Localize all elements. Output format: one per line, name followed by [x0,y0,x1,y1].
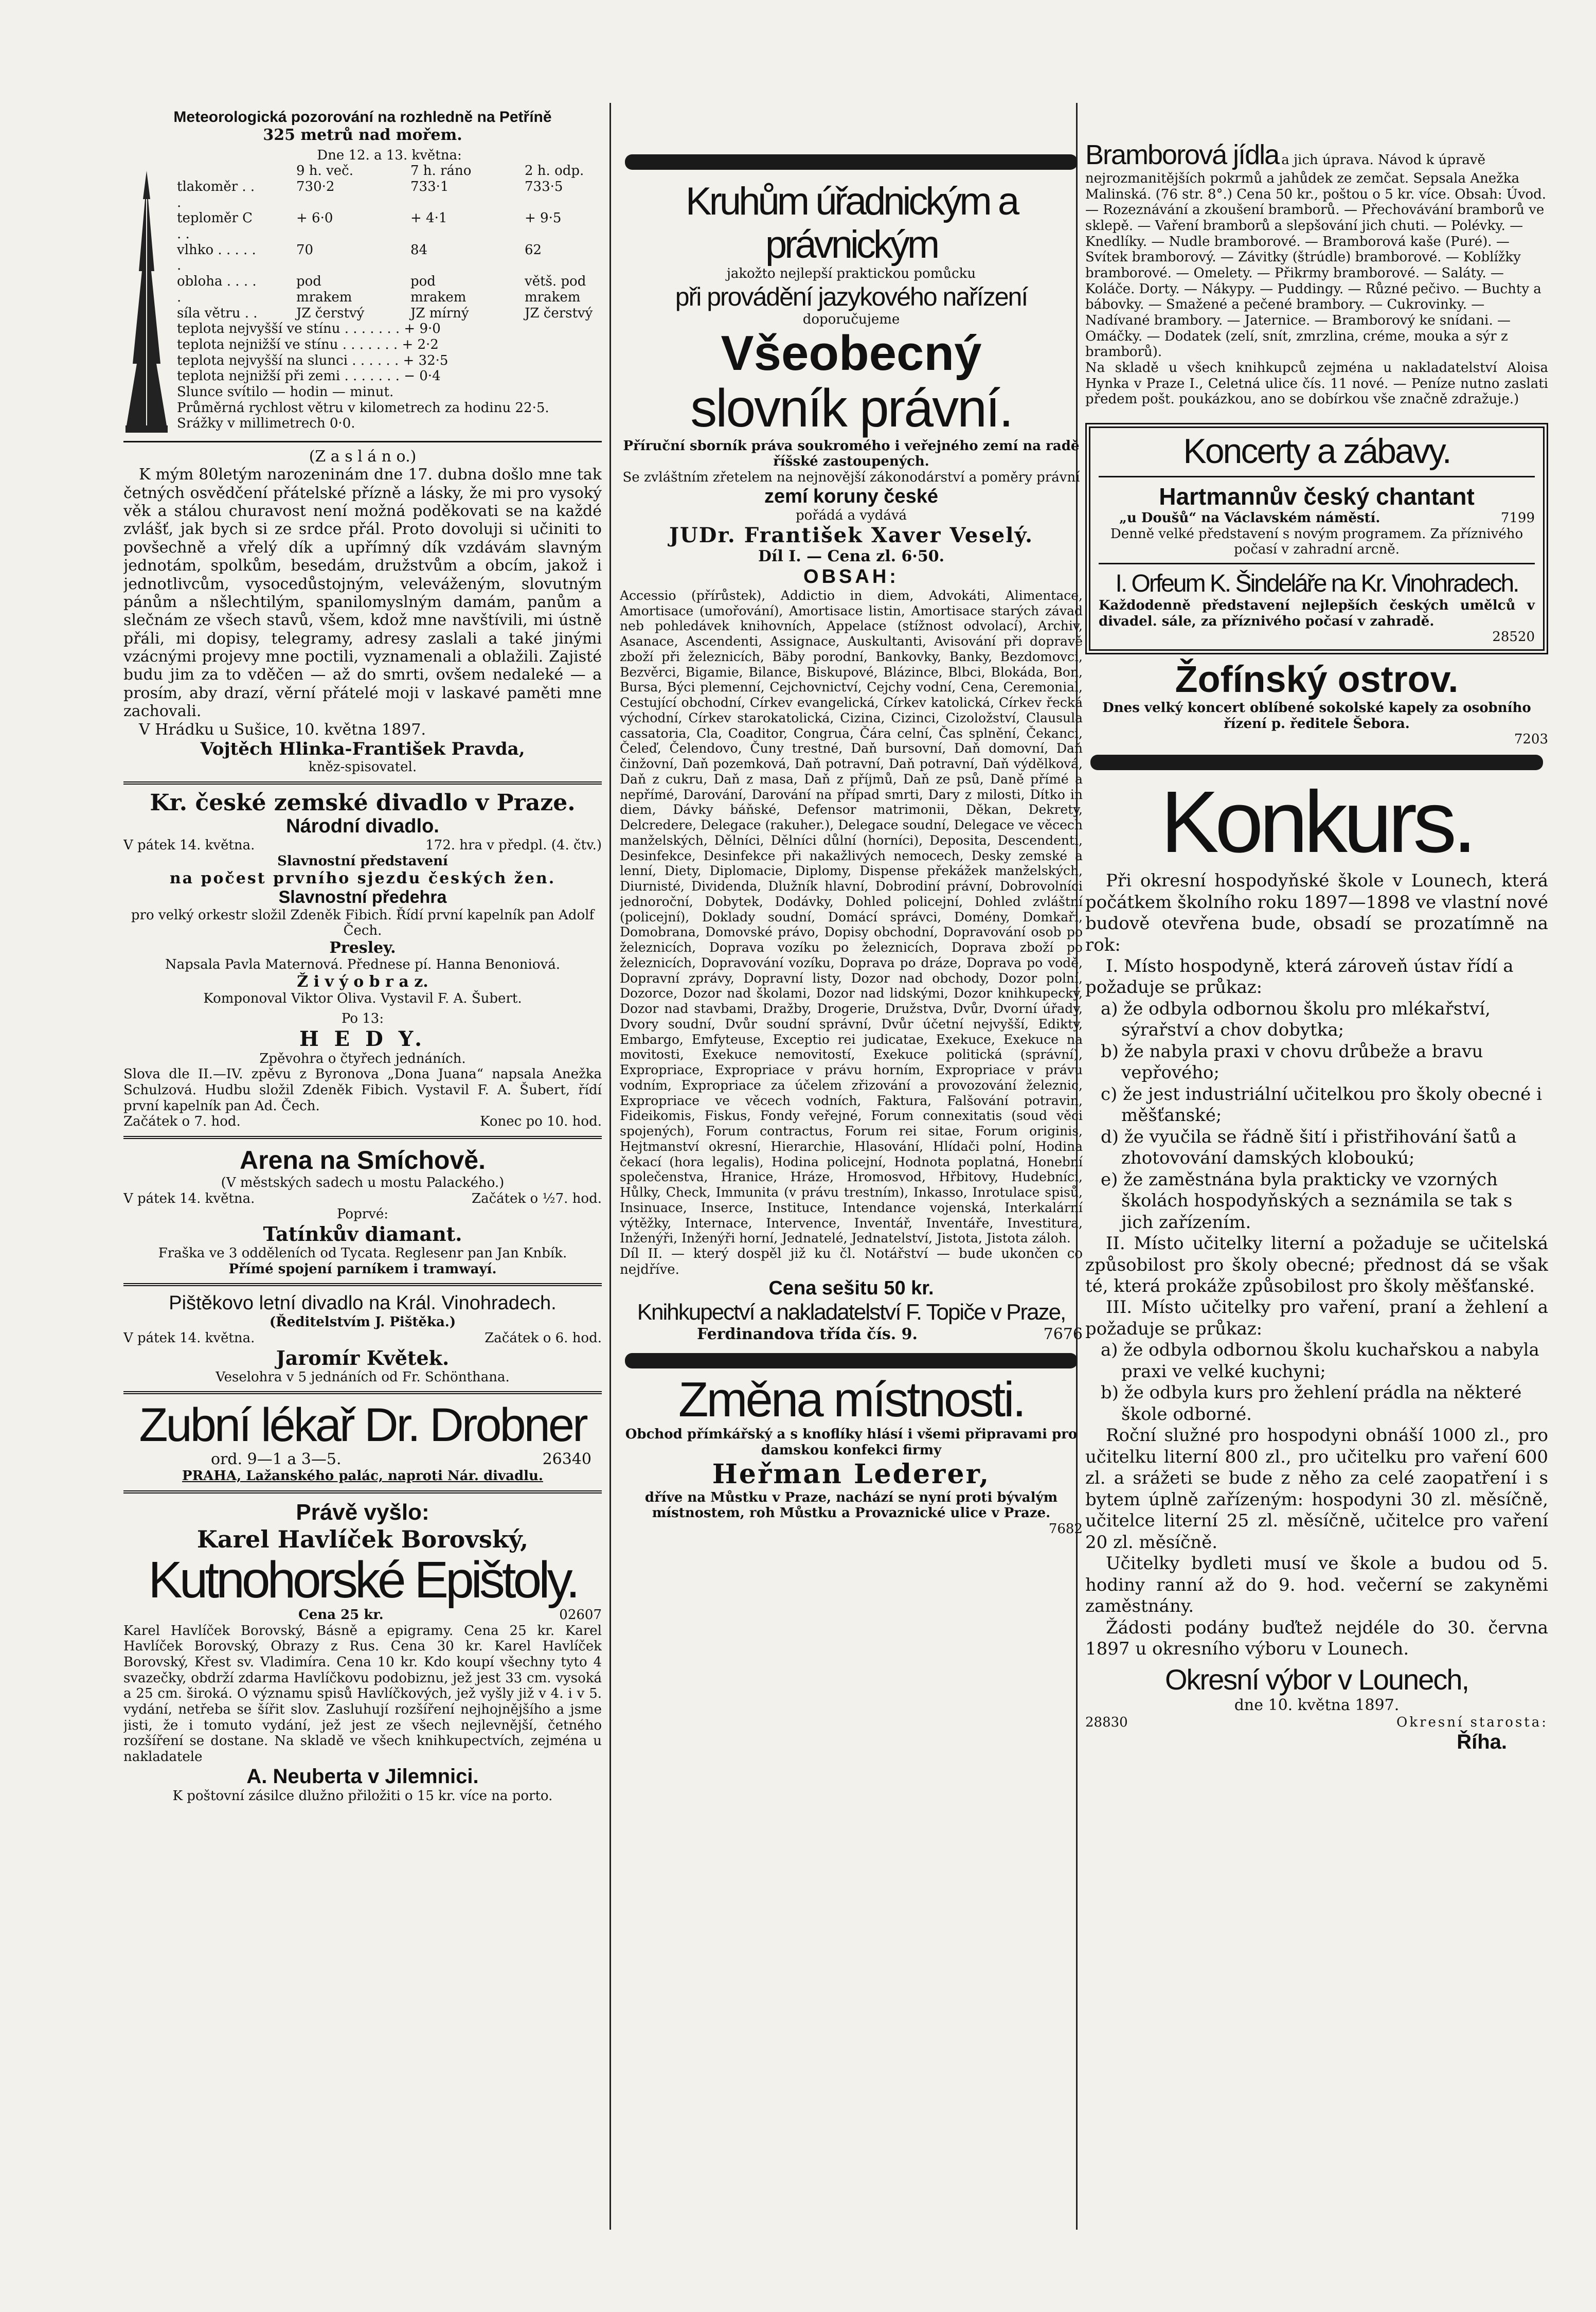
konkurs-place-2: II. Místo učitelky literní a požaduje se učitelská způsobilost pro školy obecné; přednost dá se však té, která prokáže způsobilost pro školy měšťanské. [1085,1233,1548,1297]
meteo-subtitle: 325 metrů nad mořem. [263,126,462,145]
konkurs-item: b) že nabyla praxi v chovu drůbeže a bravu vepřového; [1101,1041,1483,1083]
column-left [123,108,602,2255]
divider [123,1136,602,1139]
dentist-address: PRAHA, Lažanského palác, naproti Nár. divadlu. [182,1468,543,1484]
theatre-line: Slavnostní představení [277,853,448,869]
konkurs-signature: Okresní výbor v Lounech, [1164,1663,1469,1696]
ad-slovnik-line5: Všeobecný [721,325,982,381]
chantant-sub-row [1099,510,1535,526]
meteo-dates: Dne 12. a 13. května: [317,147,462,163]
ad-slovnik-publisher: Knihkupectví a nakladatelství F. Topiče v Praze, [637,1300,1066,1325]
theatre-times [123,1114,602,1130]
meteo-row [177,242,602,274]
meteo-cell: 70 [296,242,314,258]
theatre-line: Slova dle II.—IV. zpěvu z Byronova „Dona Juana“ napsala Anežka Schulzová. Hudbu složil Zdeněk Fibich. Vystavil F. A. Šubert, řídí první kapelník pan Ad. Čech. [123,1066,602,1114]
chantant-text: Denně velké představení s novým programem. Za příznivého počasí v zahradní arcně. [1110,526,1523,558]
meteo-row [177,179,602,210]
arena-start: Začátek o ½7. hod. [472,1190,602,1206]
concerts-box [1085,423,1548,654]
divider [1099,563,1535,564]
theatre-number: 172. hra v předpl. (4. čtv.) [425,838,602,853]
book-price: Cena 25 kr. [298,1607,384,1623]
ad-slovnik-line12: Díl I. — Cena zl. 6·50. [758,547,945,566]
arena-tram: Přímé spojení parníkem i tramwayí. [228,1261,497,1277]
cookbook-text: a jich úprava. Návod k úpravě nejrozmanitějších pokrmů a jahůdek ze zemčat. Sepsala Anežka Malinská. (76 str. 8°.) Cena 50 kr., poštou o 5 kr. více. Obsah: Úvod. — Rozeznávání a zkoušení bramborů. — Přechovávání bramborů ve sklepě. — Vaření bramborů a slepšování jich chuti. — Polévky. — Knedlíky. — Nudle bramborové. — Bramborová kaše (Puré). — Svítek bramborový. — Závitky (štrúdle) bramborové. — Koblížky bramborové. — Omelety. — Přikrmy bramborové. — Saláty. — Koláče. Dorty. — Nákypy. — Puddingy. — Různé pečivo. — Buchty a bábovky. — Smažené a pečené brambory. — Cukrovinky. — Nadívané brambory. — Jaternice. — Bramborový ke snídani. — Omáčky. — Dodatek (zelí, snít, zmrzlina, créme, mouka a sýr z bramborů). [1085,152,1547,360]
divider [123,1490,602,1493]
book-price-row [123,1607,602,1623]
theatre-line: Slavnostní předehra [278,887,447,907]
ad-slovnik-line6: slovník právní. [690,379,1012,439]
ad-slovnik-line11: JUDr. František Xaver Veselý. [669,523,1033,548]
zofin-number: 7203 [1514,732,1548,748]
ad-zmena-name: Heřman Lederer, [712,1458,991,1490]
ad-slovnik-line1: Kruhům úřadnickým a právnickým [685,180,1017,266]
dentist-hours: ord. 9—1 a 3—5. [211,1450,342,1469]
meteo-block [123,148,602,436]
book-postage: K poštovní zásilce dlužno přiložiti o 15 kr. více na porto. [172,1788,553,1804]
meteo-cell: 733·5 [525,179,563,195]
column-rule-1 [609,103,611,2230]
ad-slovnik-addr-row [620,1325,1083,1343]
zaslano-role: kněz-spisovatel. [308,759,417,775]
divider [123,441,602,442]
konkurs-item: a) že odbyla odbornou školu pro mlékařství, sýrařství a chov dobytka; [1101,998,1491,1041]
pistek-subtitle: (Ředitelstvím J. Pištěka.) [269,1314,456,1330]
petrin-tower-icon [123,168,170,436]
arena-title: Arena na Smíchově. [240,1146,486,1175]
column-right [1085,108,1548,2255]
ad-zmena-title: Změna místnosti. [678,1372,1025,1427]
meteo-extra: Průměrná rychlost větru v kilometrech za hodinu 22·5. [177,400,549,416]
ornament-bar [1090,755,1543,770]
meteo-cell: JZ čerstvý [296,305,365,321]
book-publisher: A. Neuberta v Jilemnici. [246,1765,479,1788]
meteo-cell: vlhko . . . . . . [177,242,256,274]
meteo-cell: 733·1 [410,179,449,195]
meteo-cell: JZ čerstvý [525,305,593,321]
ad-slovnik-number: 7676 [1043,1325,1083,1344]
theatre-end: Konec po 10. hod. [480,1114,602,1130]
meteo-cell: teploměr C . . [177,210,253,242]
ad-zmena-number: 7682 [1048,1521,1083,1537]
pistek-play: Jaromír Květek. [276,1346,450,1370]
dentist-hours-row [123,1450,602,1468]
dentist-title: Zubní lékař Dr. Drobner [139,1399,586,1452]
ornament-bar [625,154,1078,170]
ad-slovnik-line8: Se zvláštním zřetelem na nejnovější zákonodárství a poměry právní [622,470,1080,486]
theatre-line: Ž i v ý o b r a z. [297,972,428,991]
ad-slovnik-line3: při provádění jazykového nařízení [675,282,1028,311]
theatre-national-date-row [123,838,602,853]
konkurs-live: Učitelky bydleti musí ve škole a budou od 5. hodiny ranní až do 9. hod. večerní se zakyněmi zaměstnány. [1085,1553,1548,1617]
cookbook-store: Na skladě u všech knihkupců zejména u nakladatelství Aloisa Hynka v Praze I., Celetná ulice čís. 11 nové. — Peníze nutno zaslati předem pošt. poukázkou, ano se dobírkou vše značně zdražuje.) [1085,360,1548,407]
konkurs-item: c) že jest industriální učitelkou pro školy obecné i měšťanské; [1101,1083,1542,1126]
ad-slovnik-obsah: OBSAH: [803,565,899,588]
meteo-cell: 730·2 [296,179,335,195]
arena-date-row [123,1191,602,1207]
ad-slovnik-more: Díl II. — který dospěl již ku čl. Notářství — bude ukončen co nejdříve. [620,1246,1083,1277]
ad-zmena-text2: dříve na Můstku v Praze, nachází se nyní proti bývalým místnostem, roh Můstku a Provaznické ulice v Praze. [644,1489,1058,1521]
pistek-title: Pištěkovo letní divadlo na Král. Vinohradech. [169,1292,557,1314]
meteo-cell: obloha . . . . . [177,274,257,305]
pistek-date: V pátek 14. května. [123,1330,255,1346]
konkurs-deadline: Žádosti podány buďtež nejdéle do 30. června 1897 u okresního výboru v Lounech. [1085,1617,1548,1659]
meteo-extra: teplota nejvyšší na slunci . . . . . . + 32·5 [177,352,449,368]
konkurs-role-row [1085,1715,1548,1731]
meteo-head [177,163,259,179]
zofin-text: Dnes velký koncert oblíbené sokolské kapely za osobního řízení p. ředitele Šebora. [1102,700,1531,732]
ad-slovnik-price: Cena sešitu 50 kr. [768,1277,934,1300]
meteo-extra: teplota nejnižší ve stínu . . . . . . . + 2·2 [177,336,439,352]
ad-slovnik-contents: Accessio (přírůstek), Addictio in diem, Advokáti, Alimentace, Amortisace (umořování), Amortisace listin, Amortisace starých závad neb pohledávek knihovních, Appelace (stížnost odvolací), Archiv, Asanace, Ascendenti, Assignace, Auskultanti, Avisování při dopravě zboží při železnicích, Bäby porodní, Bankovky, Banky, Bezdomovci, Bezvěrci, Bigamie, Bilance, Biskupové, Blázince, Blbci, Blokáda, Bon, Bursa, Býci plemenní, Cejchovnictví, Cejchy vodní, Cena, Ceremonial, Cestující obchodní, Církev evangelická, Církev katolická, Církev řecká východní, Církev starokatolická, Cizina, Cizinci, Cizoložství, Clausula cassatoria, Cla, Coaditor, Congrua, Čára celní, Čas splnění, Čekanci, Čeleď, Čelendovo, Čuny trestné, Daň bursovní, Daň domovní, Daň činžovní, Daň pozemková, Daň potravní, Daň potravní, Daň výdělková, Daň z cukru, Daň z masa, Daň z příjmů, Daň ze psů, Daně přímé a nepřímé, Darování, Darování na případ smrti, Dary z milosti, Dítko in diem, Dávky báňské, Defensor matrimonii, Děkan, Dekrety, Delcredere, Delegace (rakuher.), Delegace soudní, Delegace ve věcech manželských, Dělníci, Dělníci důlní (horníci), Deposita, Descendenti, Desinfekce, Desinfekce při nakažlivých nemocech, Desky zemské a lenní, Diety, Diplomacie, Diplomy, Dispense překážek manželských, Diurnisté, Dividenda, Dlužník hlavní, Dobrodiní právní, Dobrovolníci jednoroční, Dobytek, Dodávky, Dohled policejní, Dohled zvláštní (policejní), Doklady soudní, Domácí správci, Domény, Domkaři, Domobrana, Domovské právo, Dopisy obchodní, Dopravování osob po železnicích, Doprava vozíku po železnicích, Doprava zboží po železnicích, Dopravování vozíku, Doprava po dráze, Doprava po vodě, Dopravní zprávy, Dopravní listy, Dozor nad obchody, Dozor polní, Dozorce, Dozor nad školami, Dozor nad lidskými, Dozor knihkupecký, Dozor nad stavbami, Dražby, Drogerie, Družstva, Dvůr, Dvorní úřady, Dvory soudní, Dvůr soudní správní, Dvůr účetní nejvyšší, Edikty, Embargo, Emfyteuse, Exceptio rei judicatae, Exekuce, Exekuce na movitosti, Exekuce nemovitostí, Exekuce politická (správní), Expropriace, Expropriace v právu horním, Expropriace v právu vodním, Expropriace za účelem zřizování a provozování železnic, Expropriace ve věcech vodních, Faktura, Falšování potravin, Fideikomis, Fiskus, Fondy veřejné, Forum connexitatis (soud věci spojených), Forum contractus, Forum rei sitae, Forum originis, Hejtmanství okresní, Hierarchie, Hlasování, Hlídači polní, Hodina čekací (hora legalis), Hodina policejní, Hodnota poplatná, Honební společenstva, Hranice, Hráze, Hromosvod, Hřbitovy, Hudebníci, Hůlky, Check, Immunita (v právu trestním), Inkasso, Inrotulace spisů, Insinuace, Inserce, Instituce, Intendance vojenská, Interkalární výtěžky, Internace, Intervence, Inventář, Inventáře, Investiturа, Inženýři, Inženýři horní, Jednatelé, Jednatelství, Jistota, Jistota záloh. [620,588,1083,1246]
divider [123,1283,602,1286]
meteo-cell: pod mrakem [410,274,467,305]
konkurs-item: a) že odbyla odbornou školu kuchařskou a nabyla praxi ve velké kuchyni; [1101,1340,1539,1382]
book-number: 02607 [559,1607,602,1623]
chantant-number: 7199 [1500,510,1535,526]
ad-slovnik-line9: zemí koruny české [764,485,938,507]
arena-subtitle: (V městských sadech u mostu Palackého.) [221,1175,505,1191]
ornament-bar [625,1353,1078,1368]
orfeum-number: 28520 [1492,629,1535,645]
meteo-extra: Slunce svítilo — hodin — minut. [177,384,394,400]
meteo-row [177,306,602,322]
theatre-line: Po 13: [341,1011,384,1027]
chantant-sub: „u Doušů“ na Václavském náměstí. [1119,510,1380,526]
konkurs-number: 28830 [1085,1714,1128,1730]
orfeum-text: Každodenně představení nejlepších českých umělců v divadel. sále, za příznivého počasí v zahradě. [1099,597,1535,629]
meteo-cell: pod mrakem [296,274,352,305]
zaslano-text: K mým 80letým narozeninám dne 17. dubna došlo mne tak četných osvědčení přátelské přízně a lásky, že mi pro vysoký věk a stálou churavost není možná poděkovati se na každé zvlášť, jak bych si ze srdce přál. Proto dovoluji si učiniti to povšechně a vřelý dík a upřímný dík vzdávám slavným jednotám, spolkům, besedám, družstvům a obcím, jakož i jednotlivcům, vysocedůstojným, veleváženým, slovutným pánům a nšlechtilým, spanilomyslným damám, panům a slečnám ze všech stavů, všem, kdož mne navštívili, mi ústně přáli, mi dopisy, telegramy, adresy zaslali a také jinými vzácnými projevy mne poctili, vyznamenali a oblažili. Zajisté budu jim za to vděčen — až do smrti, ovšem nedaleké — a prosím, aby drazí, věrní přátelé moji v laskavé paměti mne zachovali. [123,466,602,721]
ad-slovnik-line4: doporučujeme [802,311,900,327]
konkurs-item: d) že vyučila se řádně šití i přistřihování šatů a zhotovování damských kloboukú; [1101,1126,1517,1169]
zaslano-place: V Hrádku u Sušice, 10. května 1897. [139,720,426,739]
arena-date: V pátek 14. května. [123,1190,255,1206]
meteo-cell: 62 [525,242,542,258]
ad-slovnik-line2: jakožto nejlepší praktickou pomůcku [726,266,976,282]
meteo-cell: + 9·5 [525,210,562,226]
theatre-line: na počest prvního sjezdu českých žen. [169,869,556,887]
konkurs-name: Říha. [1457,1730,1507,1753]
column-middle [620,108,1083,2255]
pistek-date-row [123,1330,602,1346]
divider [123,1391,602,1394]
konkurs-place-1: I. Místo hospodyně, která zároveň ústav řídí a požaduje se průkaz: [1085,955,1514,998]
meteo-cell: + 6·0 [296,210,333,226]
meteo-extra: teplota nejvyšší ve stínu . . . . . . . + 9·0 [177,321,441,337]
konkurs-title: Konkurs. [1160,773,1473,872]
cookbook-ad [1085,139,1548,360]
theatre-line: Komponoval Viktor Oliva. Vystavil F. A. Šubert. [203,991,522,1007]
meteo-cell: tlakoměr . . . [177,179,255,210]
meteo-cell: 84 [410,242,428,258]
book-text: Karel Havlíček Borovský, Básně a epigramy. Cena 25 kr. Karel Havlíček Borovský, Obrazy z Rus. Cena 30 kr. Karel Havlíček Borovský, Křest sv. Vladimíra. Cena 10 kr. Kdo koupí všechny tyto 4 svazečky, obdrží zdarma Havlíčkovu podobiznu, jež jest 33 cm. vysoká a 25 cm. široká. O významu spisů Havlíčkových, jež vyšly již v 4. i v 5. vydání, netřeba se šířit slov. Zasluhují rozšíření nejhojnějšího a jsme jisti, že i tomuto vydání, jež jest ze všech nejlevnější, četného rozšíření se dostane. Na skladě ve všech knihkupectvích, zejména u nakladatele [123,1623,602,1765]
zaslano-signature: Vojtěch Hlinka-František Pravda, [200,739,525,760]
meteo-cell: JZ mírný [410,305,469,321]
zaslano-heading: (Z a s l á n o.) [309,447,417,466]
theatre-line: pro velký orkestr složil Zdeněk Fibich. Řídí první kapelník pan Adolf Čech. [131,907,595,939]
book-author: Karel Havlíček Borovský, [196,1525,529,1554]
divider [123,781,602,785]
theatre-start: Začátek o 7. hod. [123,1114,241,1130]
theatre-date: V pátek 14. května. [123,838,255,853]
meteo-cell: + 4·1 [410,210,447,226]
ad-slovnik-line7: Příruční sborník práva soukromého i veřejného zemí na radě říšské zastoupených. [623,438,1080,470]
meteo-head: 9 h. več. [296,163,353,179]
meteo-title: Meteorologická pozorování na rozhledně na Petříně [173,109,552,126]
meteo-row [177,210,602,242]
konkurs-role: Okresní starosta: [1396,1714,1548,1730]
concerts-title: Koncerty a zábavy. [1183,432,1450,471]
theatre-line: H E D Y. [299,1026,426,1051]
meteo-head: 2 h. odp. [525,163,584,179]
arena-play: Tatínkův diamant. [263,1222,462,1246]
theatre-line: Presley. [329,938,396,957]
konkurs-intro: Při okresní hospodyňské škole v Lounech, která počátkem školního roku 1897—1898 ve vlastní nové budově otevřena bude, obsadí se prozatímně na rok: [1085,870,1548,955]
theatre-national-subtitle: Národní divadlo. [286,815,439,838]
arena-desc: Fraška ve 3 odděleních od Tycata. Reglesenr pan Jan Knbík. [158,1246,567,1261]
cookbook-title: Bramborová jídla [1085,139,1279,170]
meteo-extra: Srážky v millimetrech 0·0. [177,416,355,432]
ad-slovnik-line10: pořádá a vydává [795,507,907,523]
theatre-national-title: Kr. české zemské divadlo v Praze. [150,789,576,816]
konkurs-item: b) že odbyla kurs pro žehlení prádla na některé škole odborné. [1101,1382,1522,1425]
theatre-line: Napsala Pavla Maternová. Přednese pí. Hanna Benoniová. [165,957,560,973]
book-announce: Právě vyšlo: [296,1500,429,1525]
orfeum-title: I. Orfeum K. Šindeláře na Kr. Vinohradech. [1115,570,1518,597]
ad-slovnik-address: Ferdinandova třída čís. 9. [697,1325,918,1344]
divider [1099,476,1535,477]
konkurs-item: e) že zaměstnána byla prakticky ve vzorných školách hospodyňských a seznámila se tak s jich zařízením. [1101,1169,1513,1233]
book-title: Kutnohorské Epištoly. [148,1551,577,1609]
theatre-line: Zpěvohra o čtyřech jednáních. [259,1051,466,1066]
meteo-extra: teplota nejnižší při zemi . . . . . . . − 0·4 [177,368,441,384]
konkurs-pay: Roční služné pro hospodyni obnáší 1000 zl., pro učitelku literní 800 zl., pro učitelku pro vaření 600 zl. a srážeti se bude z něho za celé zaopatření i s bytem úplně zařízeným: hospodyni 30 zl. měsíčně, učitelce literní 25 zl. měsíčně, učitelce pro vaření 20 zl. měsíčně. [1085,1425,1548,1553]
meteo-head-row [177,163,602,179]
arena-first: Poprvé: [336,1206,388,1222]
meteo-cell: větš. pod mrakem [525,274,586,305]
meteo-row [177,274,602,305]
meteo-cell: síla větru . . [177,305,258,321]
ad-zmena-text: Obchod přímkářský a s knoflíky hlásí i všemi připravami pro damskou konfekci firmy [625,1427,1078,1459]
pistek-start: Začátek o 6. hod. [485,1330,602,1346]
meteo-head: 7 h. ráno [410,163,472,179]
dentist-number: 26340 [542,1450,591,1469]
konkurs-place-3: III. Místo učitelky pro vaření, praní a žehlení a požaduje se průkaz: [1085,1297,1548,1339]
pistek-desc: Veselohra v 5 jednáních od Fr. Schönthana. [216,1369,510,1385]
chantant-title: Hartmannův český chantant [1159,483,1475,510]
zofin-title: Žofínský ostrov. [1175,659,1459,700]
konkurs-date: dne 10. května 1897. [1234,1696,1400,1715]
